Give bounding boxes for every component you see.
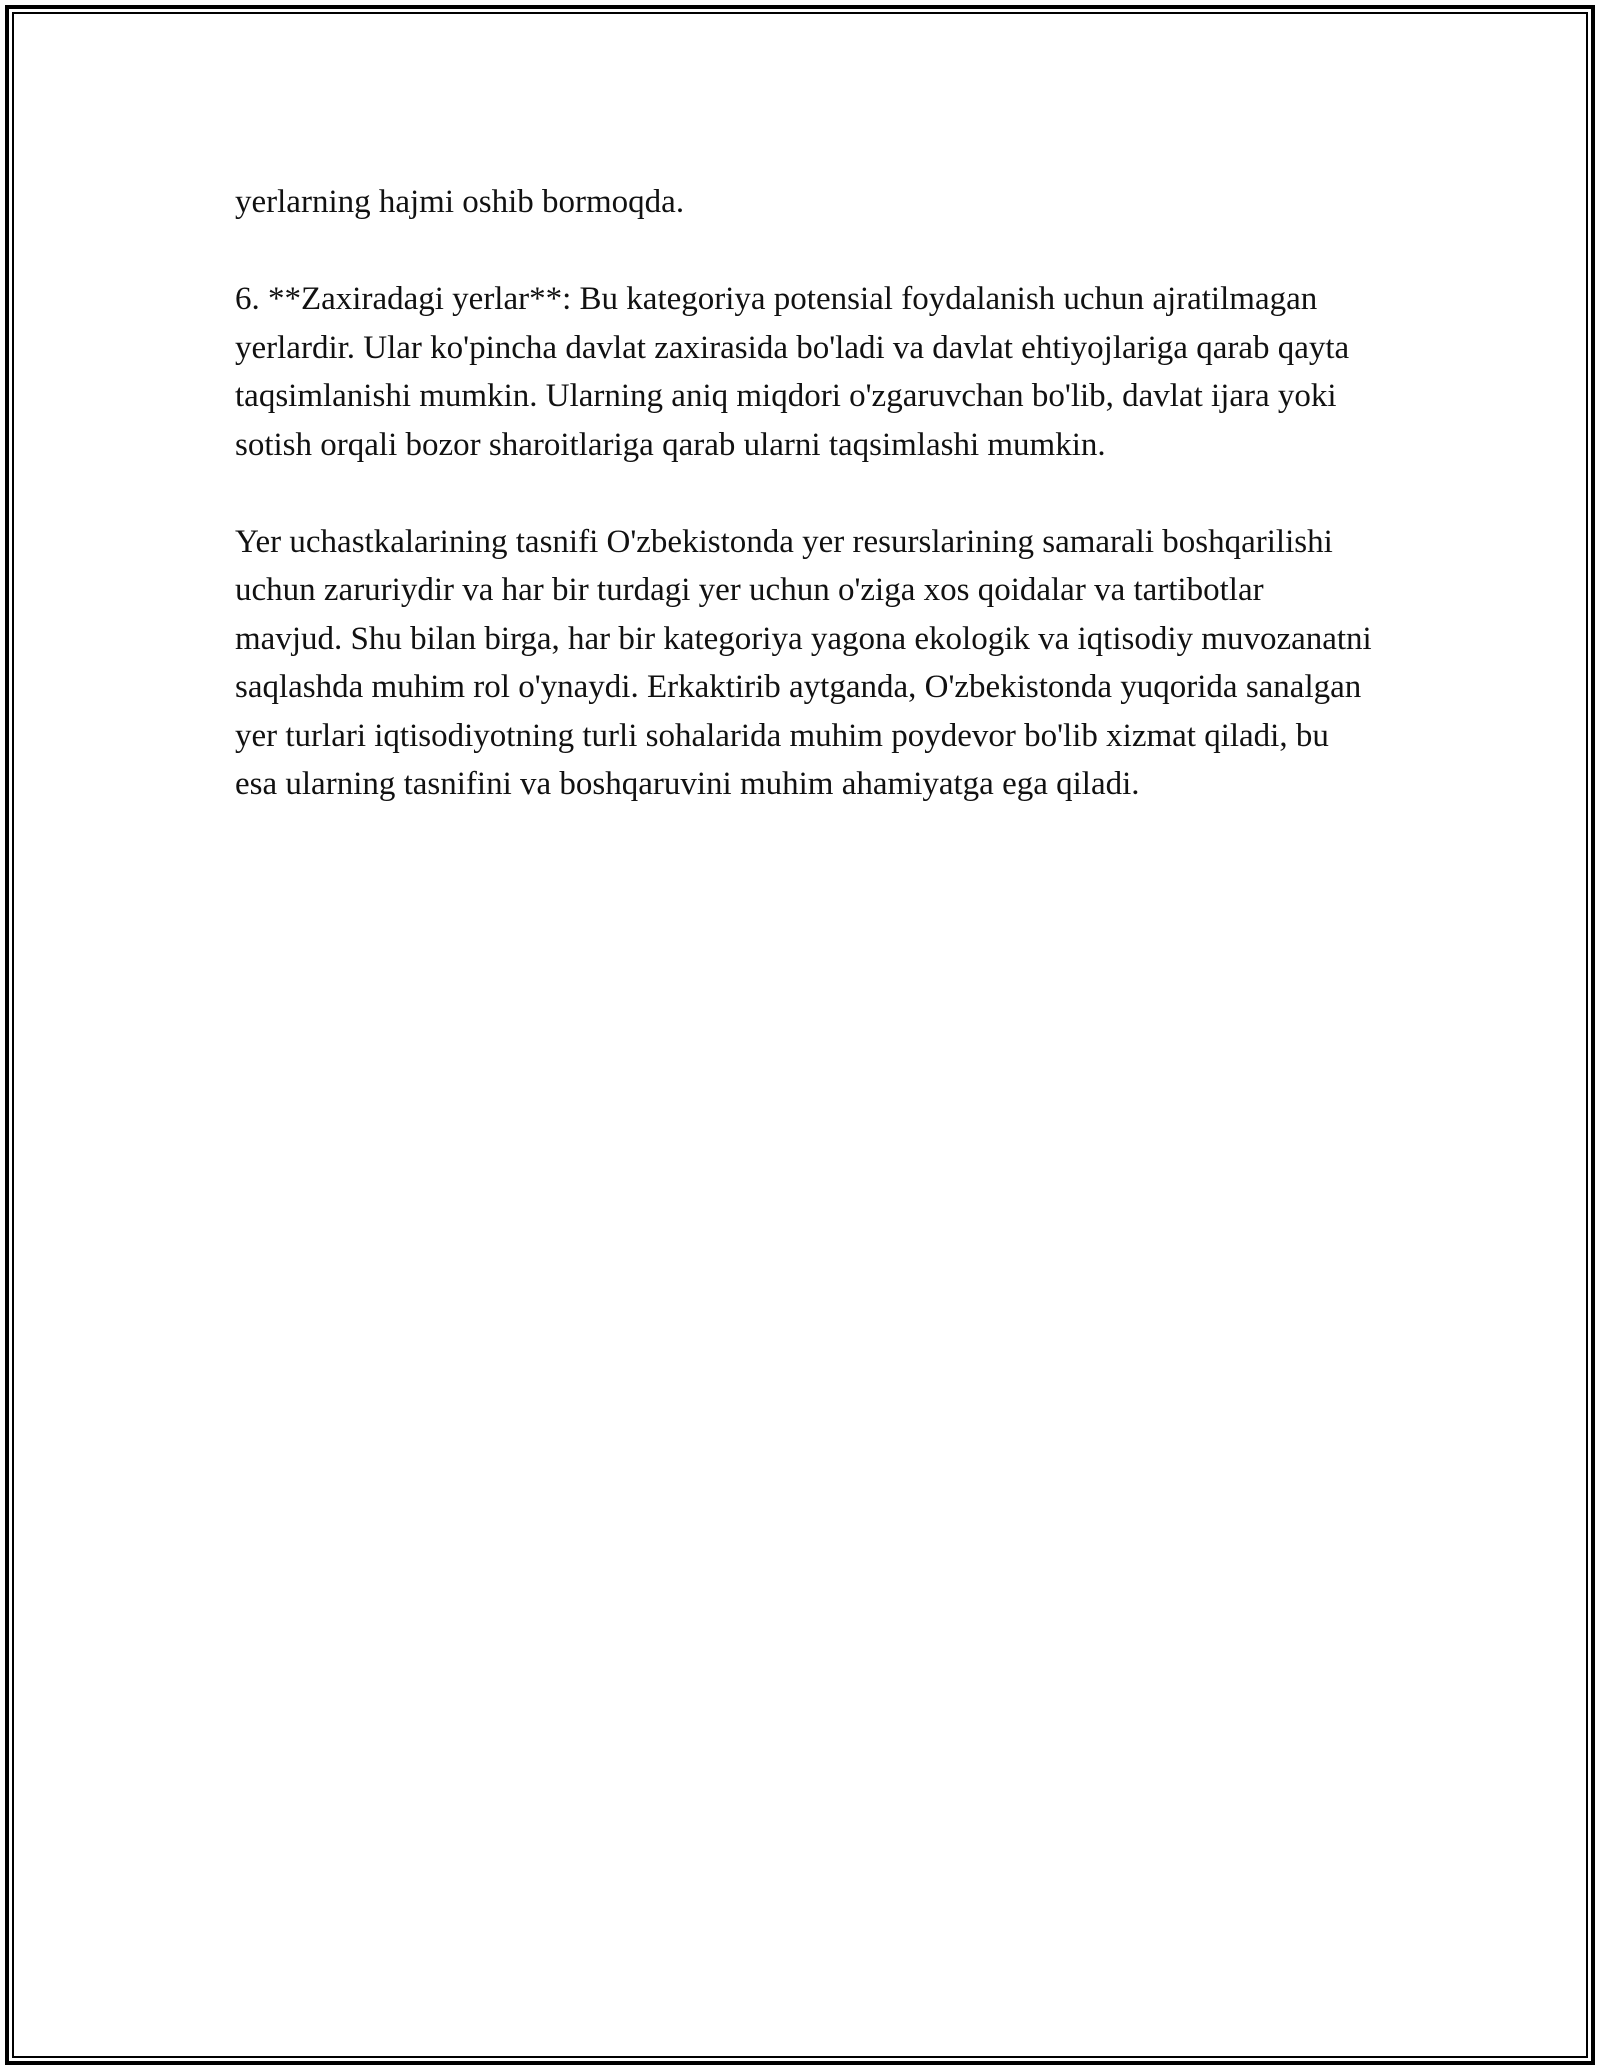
paragraph-conclusion: Yer uchastkalarining tasnifi O'zbekistonda yer resurslarining samarali boshqarilishi uchun zaruriydir va har bir turdagi yer uchun o'ziga xos qoidalar va tartibotlar mavjud. Shu bilan birga, har bir kategoriya yagona ekologik va iqtisodiy muvozanatni saqlashda muhim rol o'ynaydi. Erkaktirib aytganda, O'zbekistonda yuqorida sanalgan yer turlari iqtisodiyotning turli sohalarida muhim poydevor bo'lib xizmat qiladi, bu esa ularning tasnifini va boshqaruvini muhim ahamiyatga ega qiladi. [235,523,1372,802]
paragraph-reserve-lands: 6. **Zaxiradagi yerlar**: Bu kategoriya potensial foydalanish uchun ajratilmagan yerlardir. Ular ko'pincha davlat zaxirasida bo'ladi va davlat ehtiyojlariga qarab qayta taqsimlanishi mumkin. Ularning aniq miqdori o'zgaruvchan bo'lib, davlat ijara yoki sotish orqali bozor sharoitlariga qarab ularni taqsimlashi mumkin. [235,281,1350,463]
document-body [235,178,1375,857]
paragraph-continuation: yerlarning hajmi oshib bormoqda. [235,184,685,220]
